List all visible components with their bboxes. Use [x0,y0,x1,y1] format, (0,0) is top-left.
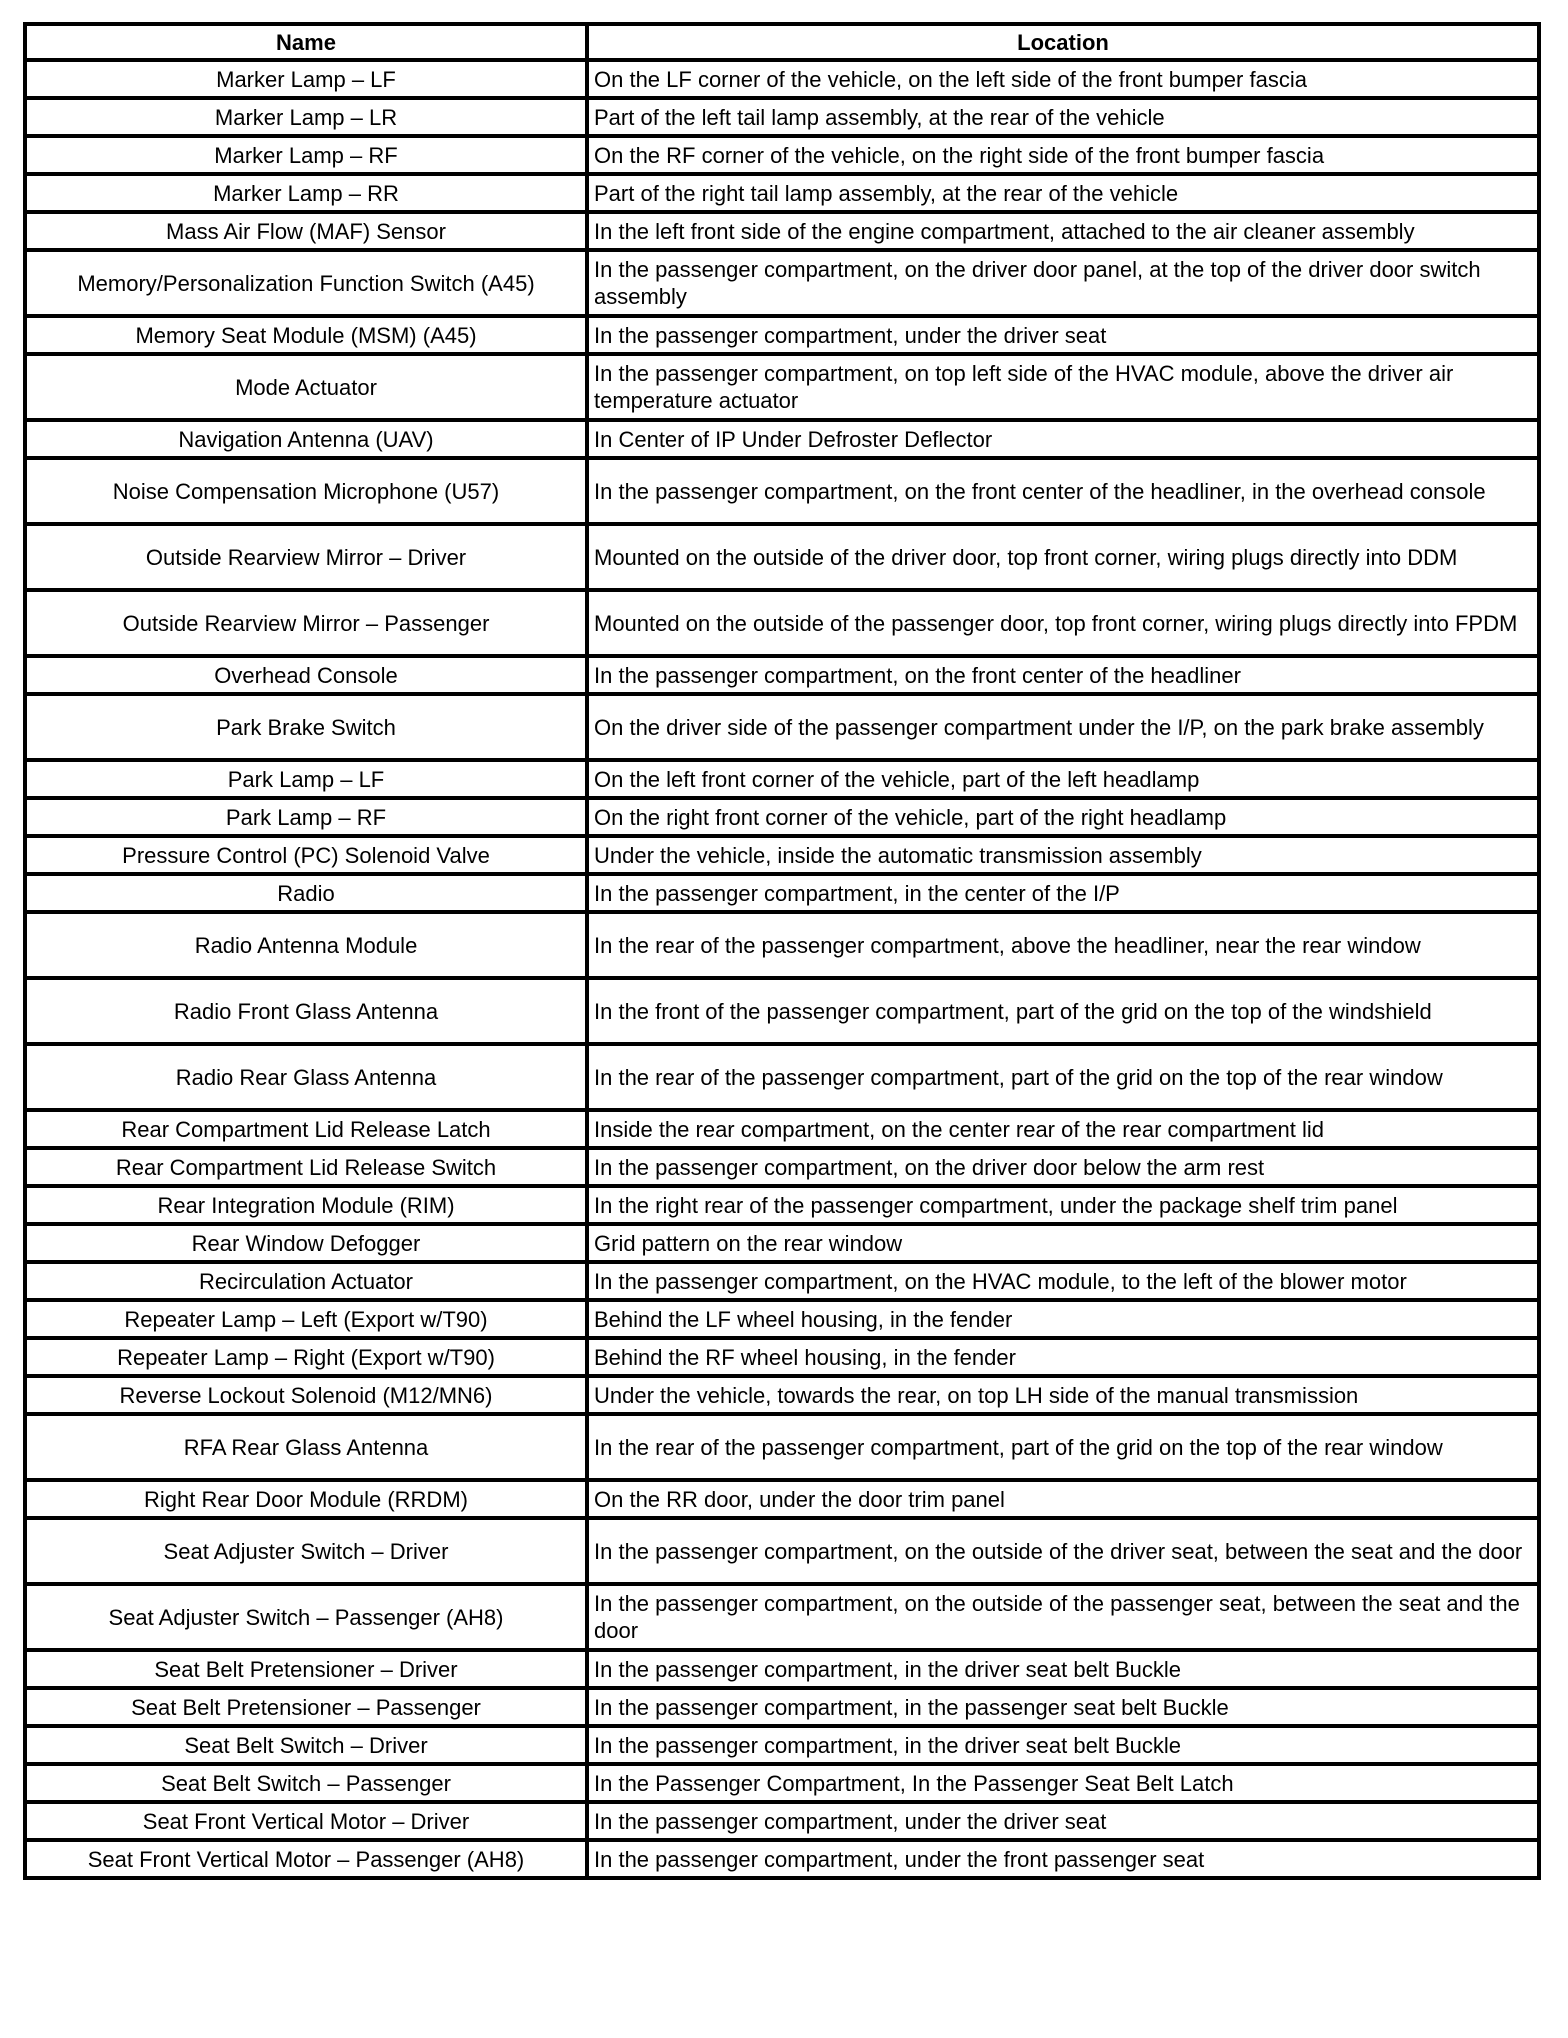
component-name-cell: Right Rear Door Module (RRDM) [25,1480,587,1518]
component-name-cell: Reverse Lockout Solenoid (M12/MN6) [25,1376,587,1414]
table-row [25,978,1539,1044]
component-location-cell: In the right rear of the passenger compartment, under the package shelf trim panel [587,1186,1539,1224]
table-header-row [25,24,1539,60]
table-row [25,1414,1539,1480]
component-name-cell: Seat Front Vertical Motor – Passenger (AH8) [25,1840,587,1878]
component-location-cell: Under the vehicle, towards the rear, on top LH side of the manual transmission [587,1376,1539,1414]
table-row [25,1300,1539,1338]
table-row [25,656,1539,694]
component-location-cell: In the passenger compartment, on the HVAC module, to the left of the blower motor [587,1262,1539,1300]
component-location-cell: In the Passenger Compartment, In the Passenger Seat Belt Latch [587,1764,1539,1802]
column-header-name: Name [25,24,587,60]
component-name-cell: Outside Rearview Mirror – Passenger [25,590,587,656]
table-row [25,694,1539,760]
component-name-cell: Seat Belt Switch – Driver [25,1726,587,1764]
table-row [25,1186,1539,1224]
table-row [25,1262,1539,1300]
component-location-cell: Part of the right tail lamp assembly, at the rear of the vehicle [587,174,1539,212]
component-locator-table-container [23,22,1537,1880]
component-name-cell: Seat Adjuster Switch – Passenger (AH8) [25,1584,587,1650]
component-location-cell: Inside the rear compartment, on the center rear of the rear compartment lid [587,1110,1539,1148]
table-row [25,1044,1539,1110]
component-name-cell: Navigation Antenna (UAV) [25,420,587,458]
table-row [25,98,1539,136]
component-location-cell: Behind the LF wheel housing, in the fender [587,1300,1539,1338]
table-row [25,1840,1539,1878]
component-name-cell: Repeater Lamp – Left (Export w/T90) [25,1300,587,1338]
component-name-cell: Mode Actuator [25,354,587,420]
table-row [25,1480,1539,1518]
component-location-cell: On the RF corner of the vehicle, on the right side of the front bumper fascia [587,136,1539,174]
component-name-cell: Rear Window Defogger [25,1224,587,1262]
component-location-cell: On the left front corner of the vehicle, part of the left headlamp [587,760,1539,798]
table-row [25,836,1539,874]
table-row [25,1338,1539,1376]
table-row [25,524,1539,590]
table-row [25,250,1539,316]
table-row [25,1518,1539,1584]
component-location-cell: On the right front corner of the vehicle, part of the right headlamp [587,798,1539,836]
component-name-cell: Marker Lamp – LF [25,60,587,98]
table-row [25,1224,1539,1262]
component-location-cell: In the passenger compartment, on top left side of the HVAC module, above the driver air temperature actuator [587,354,1539,420]
column-header-location: Location [587,24,1539,60]
component-location-cell: In the passenger compartment, on the driver door panel, at the top of the driver door switch assembly [587,250,1539,316]
table-row [25,1584,1539,1650]
component-name-cell: RFA Rear Glass Antenna [25,1414,587,1480]
component-location-cell: On the driver side of the passenger compartment under the I/P, on the park brake assembly [587,694,1539,760]
component-name-cell: Park Lamp – RF [25,798,587,836]
component-locator-table [23,22,1541,1880]
component-name-cell: Rear Integration Module (RIM) [25,1186,587,1224]
component-location-cell: In the passenger compartment, in the driver seat belt Buckle [587,1650,1539,1688]
component-name-cell: Mass Air Flow (MAF) Sensor [25,212,587,250]
table-row [25,874,1539,912]
component-location-cell: In the passenger compartment, under the driver seat [587,1802,1539,1840]
component-location-cell: Under the vehicle, inside the automatic transmission assembly [587,836,1539,874]
component-location-cell: In the rear of the passenger compartment, above the headliner, near the rear window [587,912,1539,978]
component-name-cell: Marker Lamp – RR [25,174,587,212]
component-location-cell: In the passenger compartment, on the front center of the headliner, in the overhead console [587,458,1539,524]
component-name-cell: Seat Belt Switch – Passenger [25,1764,587,1802]
component-location-cell: In the passenger compartment, in the center of the I/P [587,874,1539,912]
component-name-cell: Radio Rear Glass Antenna [25,1044,587,1110]
table-row [25,1650,1539,1688]
component-location-cell: In the passenger compartment, on the driver door below the arm rest [587,1148,1539,1186]
component-location-cell: In the rear of the passenger compartment, part of the grid on the top of the rear window [587,1044,1539,1110]
component-location-cell: Mounted on the outside of the driver door, top front corner, wiring plugs directly into DDM [587,524,1539,590]
table-row [25,136,1539,174]
component-location-cell: In the passenger compartment, on the outside of the passenger seat, between the seat and the door [587,1584,1539,1650]
component-location-cell: In the passenger compartment, under the front passenger seat [587,1840,1539,1878]
component-name-cell: Recirculation Actuator [25,1262,587,1300]
table-row [25,912,1539,978]
component-location-cell: On the RR door, under the door trim panel [587,1480,1539,1518]
component-location-cell: In the passenger compartment, in the driver seat belt Buckle [587,1726,1539,1764]
component-name-cell: Repeater Lamp – Right (Export w/T90) [25,1338,587,1376]
component-name-cell: Noise Compensation Microphone (U57) [25,458,587,524]
component-location-cell: Grid pattern on the rear window [587,1224,1539,1262]
component-name-cell: Radio [25,874,587,912]
component-name-cell: Radio Antenna Module [25,912,587,978]
table-row [25,1802,1539,1840]
table-row [25,1726,1539,1764]
table-row [25,1376,1539,1414]
table-row [25,1110,1539,1148]
table-row [25,1688,1539,1726]
component-location-cell: In the passenger compartment, on the front center of the headliner [587,656,1539,694]
component-location-cell: In the passenger compartment, in the passenger seat belt Buckle [587,1688,1539,1726]
table-row [25,1148,1539,1186]
component-location-cell: In the passenger compartment, under the driver seat [587,316,1539,354]
component-name-cell: Radio Front Glass Antenna [25,978,587,1044]
component-name-cell: Overhead Console [25,656,587,694]
component-name-cell: Seat Front Vertical Motor – Driver [25,1802,587,1840]
component-location-cell: Behind the RF wheel housing, in the fender [587,1338,1539,1376]
component-name-cell: Seat Adjuster Switch – Driver [25,1518,587,1584]
component-name-cell: Pressure Control (PC) Solenoid Valve [25,836,587,874]
component-name-cell: Marker Lamp – RF [25,136,587,174]
table-row [25,60,1539,98]
table-row [25,354,1539,420]
table-row [25,212,1539,250]
table-body [25,60,1539,1878]
component-name-cell: Rear Compartment Lid Release Latch [25,1110,587,1148]
table-row [25,458,1539,524]
component-name-cell: Marker Lamp – LR [25,98,587,136]
component-name-cell: Park Lamp – LF [25,760,587,798]
component-name-cell: Memory Seat Module (MSM) (A45) [25,316,587,354]
table-row [25,316,1539,354]
component-name-cell: Outside Rearview Mirror – Driver [25,524,587,590]
component-location-cell: In the left front side of the engine compartment, attached to the air cleaner assembly [587,212,1539,250]
table-row [25,174,1539,212]
table-row [25,590,1539,656]
component-name-cell: Rear Compartment Lid Release Switch [25,1148,587,1186]
component-location-cell: On the LF corner of the vehicle, on the left side of the front bumper fascia [587,60,1539,98]
component-location-cell: In the front of the passenger compartment, part of the grid on the top of the windshield [587,978,1539,1044]
component-location-cell: In the rear of the passenger compartment, part of the grid on the top of the rear window [587,1414,1539,1480]
component-location-cell: In the passenger compartment, on the outside of the driver seat, between the seat and the door [587,1518,1539,1584]
component-name-cell: Memory/Personalization Function Switch (A45) [25,250,587,316]
component-location-cell: Part of the left tail lamp assembly, at the rear of the vehicle [587,98,1539,136]
table-row [25,420,1539,458]
table-row [25,798,1539,836]
component-name-cell: Park Brake Switch [25,694,587,760]
component-name-cell: Seat Belt Pretensioner – Passenger [25,1688,587,1726]
component-location-cell: Mounted on the outside of the passenger door, top front corner, wiring plugs directly into FPDM [587,590,1539,656]
component-name-cell: Seat Belt Pretensioner – Driver [25,1650,587,1688]
component-location-cell: In Center of IP Under Defroster Deflector [587,420,1539,458]
table-row [25,1764,1539,1802]
table-row [25,760,1539,798]
